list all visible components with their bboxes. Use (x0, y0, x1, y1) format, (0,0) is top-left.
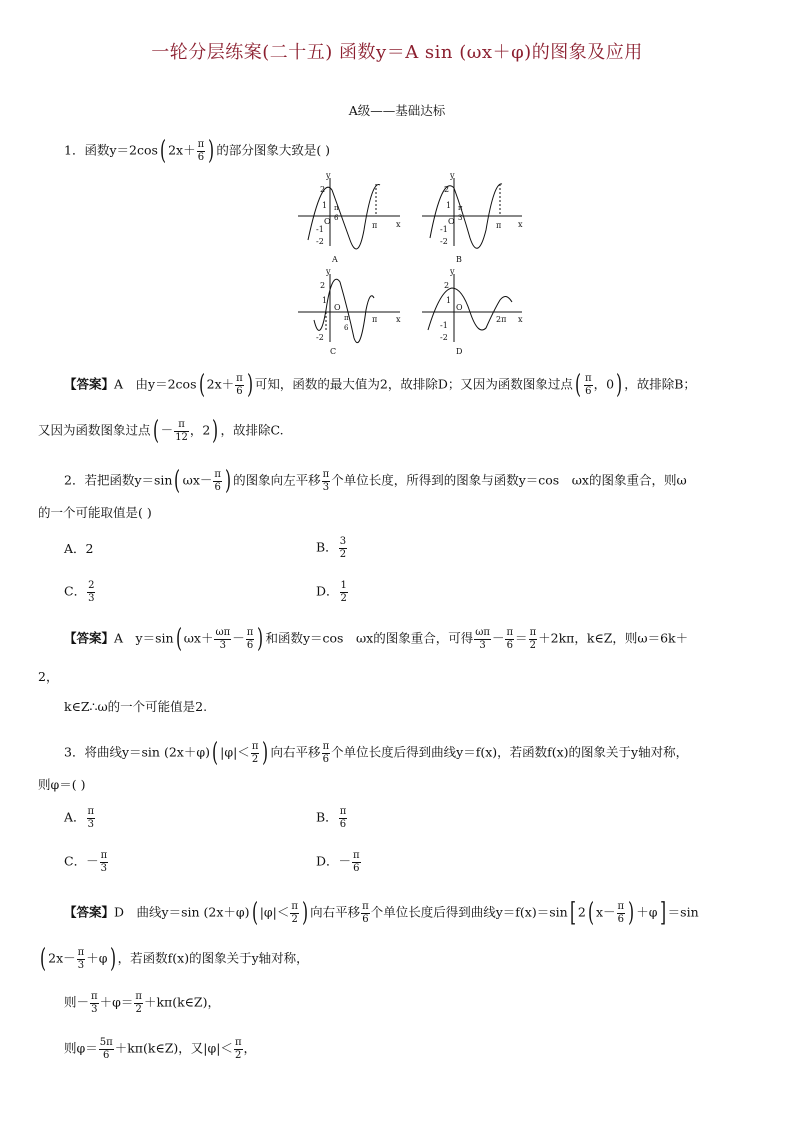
paren-right: ) (212, 416, 219, 446)
q3-stem-text: 向右平移 (270, 744, 321, 760)
tick-label: π (372, 315, 378, 324)
numerator: π (100, 850, 108, 861)
denominator: 3 (91, 1003, 98, 1015)
answer-text: 2x＋ (206, 376, 235, 392)
answer-text: 又因为函数图象过点 (38, 422, 151, 438)
graph-c (298, 267, 401, 356)
paren-left: ( (152, 416, 159, 446)
denominator: 6 (617, 913, 624, 925)
numerator: π (585, 373, 592, 384)
tick-label: 1 (322, 296, 328, 305)
answer-text: |φ|＜ (259, 904, 290, 920)
numerator: π (353, 850, 360, 861)
numerator: π (529, 627, 537, 638)
denominator: 3 (479, 639, 486, 651)
tick-label: -2 (316, 333, 324, 342)
answer-text: ＋φ (636, 904, 658, 920)
numerator: π (91, 991, 98, 1002)
page-title: 一轮分层练案(二十五) 函数y＝A sin (ωx＋φ)的图象及应用 (151, 42, 643, 63)
q2-answer-line3: k∈Z∴ω的一个可能值是2. (64, 699, 208, 714)
denominator: 6 (197, 151, 205, 163)
answer-text: 2x－ (48, 950, 76, 966)
paren-right: ) (225, 466, 232, 496)
tick-label: 2 (320, 185, 326, 194)
denominator: 6 (103, 1049, 110, 1061)
option-label: D．－ (316, 853, 352, 869)
fraction (322, 741, 331, 765)
q3-answer-line3 (64, 991, 220, 1015)
tick-label: π (334, 204, 339, 212)
tick-label: 1 (446, 296, 452, 305)
tick-label: 1 (322, 201, 328, 210)
origin-label: O (456, 303, 463, 312)
denominator: 6 (585, 385, 592, 397)
q1-answer (64, 372, 696, 398)
axis-label-y: y (326, 267, 331, 276)
numerator: 2 (88, 580, 95, 591)
origin-label: O (334, 303, 341, 312)
paren-left: ( (587, 898, 594, 928)
answer-text: 则－ (64, 994, 90, 1010)
numerator: π (322, 741, 330, 752)
q3-answer (64, 900, 699, 926)
tick-label: -2 (440, 333, 448, 342)
tick-label: 3 (458, 214, 463, 222)
numerator: π (77, 947, 85, 958)
q1-stem (64, 138, 330, 164)
answer-text: 和函数y＝cos ωx的图象重合，可得 (265, 630, 474, 646)
fraction (99, 1037, 114, 1061)
origin-label: O (448, 217, 455, 226)
paren-right: ) (208, 136, 215, 166)
tick-label: π (344, 314, 349, 322)
q2-answer: 【答案】A y＝sin( ωx＋ $\frac{\omega\pi}{3}$ － $\frac{\pi}{6}$ ) 和函数y＝cos ωx的图象重合，可得 $\frac{\omega\pi}{3}$ － $\frac{\pi}{6}$ ＝ $\frac{\pi}{2}$ ＋2kπ，k∈Z，则ω＝6k＋ (64, 624, 689, 654)
denominator: 3 (87, 818, 94, 830)
numerator: 5π (99, 1037, 113, 1048)
denominator: 6 (339, 818, 347, 830)
paren-right: ) (109, 944, 116, 974)
graph-b (422, 171, 523, 264)
q3-option-c[interactable] (64, 850, 109, 874)
answer-text: ，2 (189, 422, 211, 438)
paren-right: ) (262, 738, 269, 768)
axis-label-x: x (518, 220, 523, 229)
graph-label: B (456, 255, 462, 264)
numerator: π (214, 469, 221, 480)
paren-left: ( (574, 370, 582, 400)
graph-label: C (330, 347, 337, 356)
q3-option-a[interactable] (64, 806, 96, 830)
denominator: 3 (219, 639, 227, 651)
fraction (213, 469, 222, 493)
fraction (290, 901, 299, 925)
answer-text: 向右平移 (310, 904, 361, 920)
answer-text: 个单位长度后得到曲线y＝f(x)＝sin (370, 904, 568, 920)
fraction (214, 627, 231, 651)
denominator: 2 (529, 639, 537, 651)
option-label: B． (316, 809, 338, 825)
denominator: 6 (362, 913, 369, 925)
option-label: B． (316, 539, 338, 555)
fraction (340, 580, 348, 604)
option-label: D． (316, 583, 339, 599)
fraction (251, 741, 260, 765)
axis-label-y: y (450, 267, 455, 276)
denominator: 12 (175, 431, 188, 443)
denominator: 3 (88, 592, 95, 604)
paren-left: ( (175, 624, 182, 654)
tick-label: π (372, 221, 378, 230)
q1-stem-tail: 的部分图象大致是( ) (216, 142, 331, 158)
denominator: 2 (251, 753, 259, 765)
q1-answer-line2 (38, 418, 284, 444)
numerator: 3 (339, 536, 347, 547)
fraction (617, 901, 626, 925)
fraction (339, 806, 348, 830)
graph-a (298, 171, 401, 264)
q3-option-b[interactable] (316, 806, 348, 830)
answer-text: ，0 (593, 376, 615, 392)
numerator: π (362, 901, 369, 912)
paren-left: ( (198, 370, 205, 400)
q3-stem-line2: 则φ＝( ) (38, 777, 86, 792)
denominator: 6 (353, 862, 360, 874)
answer-text: x－ (595, 904, 616, 920)
answer-label: 【答案】 (64, 904, 115, 920)
axis-label-y: y (326, 171, 331, 180)
answer-text: ＋kπ(k∈Z)， (143, 994, 220, 1010)
q2-option-a[interactable]: A．2 (64, 541, 94, 556)
q2-stem-text: 2．若把函数y＝sin (64, 472, 173, 488)
fraction (87, 806, 96, 830)
fraction (234, 1037, 243, 1061)
q2-option-b[interactable] (316, 536, 348, 560)
tick-label: 6 (344, 324, 349, 332)
tick-label: 2 (444, 281, 450, 290)
option-label: A． (64, 809, 86, 825)
fraction (339, 536, 347, 560)
q1-graphs (290, 170, 530, 360)
origin-label: O (324, 217, 331, 226)
numerator: ωπ (475, 627, 490, 638)
tick-label: π (458, 204, 463, 212)
denominator: 6 (236, 385, 243, 397)
denominator: 6 (214, 481, 221, 493)
tick-label: 2 (320, 281, 326, 290)
tick-label: -1 (316, 225, 324, 234)
denominator: 6 (506, 639, 513, 651)
answer-text: 可知，函数的最大值为2，故排除D；又因为函数图象过点 (254, 376, 573, 392)
paren-left: ( (174, 466, 181, 496)
answer-text: ，若函数f(x)的图象关于y轴对称， (117, 950, 309, 966)
numerator: π (87, 806, 95, 817)
fraction (505, 627, 514, 651)
numerator: π (617, 901, 625, 912)
q3-option-d[interactable] (316, 850, 362, 874)
numerator: π (291, 901, 298, 912)
answer-text: ，故排除C. (220, 422, 284, 438)
option-label: C． (64, 583, 87, 599)
tick-label: -1 (440, 225, 448, 234)
paren-right: ) (257, 624, 264, 654)
fraction (90, 991, 99, 1015)
q3-stem-text: 个单位长度后得到曲线y＝f(x)，若函数f(x)的图象关于y轴对称， (331, 744, 689, 760)
fraction (174, 419, 189, 443)
paren-left: ( (251, 898, 258, 928)
denominator: 6 (322, 753, 330, 765)
axis-label-x: x (396, 220, 401, 229)
answer-text: ＋φ (86, 950, 108, 966)
fraction (100, 850, 109, 874)
tick-label: -2 (440, 237, 448, 246)
tick-label: 2 (444, 185, 450, 194)
numerator: π (135, 991, 142, 1002)
answer-text: ，故排除B； (624, 376, 696, 392)
numerator: π (234, 1037, 242, 1048)
numerator: 1 (340, 580, 347, 591)
numerator: ωπ (215, 627, 231, 638)
answer-label: 【答案】 (64, 630, 115, 646)
denominator: 2 (135, 1003, 142, 1015)
paren-left: ( (212, 738, 219, 768)
numerator: π (246, 627, 254, 638)
answer-text: ， (243, 1040, 257, 1056)
graph-label: A (332, 255, 338, 264)
tick-label: -1 (440, 321, 448, 330)
q3-answer-line4 (64, 1037, 256, 1061)
axis-label-x: x (396, 315, 401, 324)
tick-label: -2 (316, 237, 324, 246)
section-heading: A级——基础达标 (348, 103, 446, 118)
answer-text: 则φ＝ (64, 1040, 98, 1056)
paren-right: ) (302, 898, 309, 928)
numerator: π (236, 373, 243, 384)
answer-text: ＋2kπ，k∈Z，则ω＝6k＋ (538, 630, 689, 646)
fraction (197, 139, 206, 163)
paren-right: ) (628, 898, 635, 928)
q2-stem-text: 个单位长度，所得到的图象与函数y＝cos ωx的图象重合，则ω (331, 472, 687, 488)
q2-option-c[interactable] (64, 580, 96, 604)
q1-stem-arg: 2x＋ (168, 142, 196, 158)
denominator: 2 (235, 1049, 242, 1061)
q2-stem-line2: 的一个可能取值是( ) (38, 505, 152, 520)
bracket-right: ] (659, 898, 666, 928)
fraction (361, 901, 370, 925)
answer-text: ωx＋ (183, 630, 214, 646)
tick-label: π (496, 221, 502, 230)
numerator: π (506, 627, 514, 638)
denominator: 3 (77, 959, 85, 971)
fraction (235, 373, 244, 397)
numerator: π (197, 139, 205, 150)
q3-stem-text: |φ|＜ (220, 744, 250, 760)
denominator: 3 (322, 481, 330, 493)
answer-text: D 曲线y＝sin (2x＋φ) (114, 904, 250, 920)
numerator: π (251, 741, 259, 752)
q2-stem (64, 468, 687, 494)
denominator: 2 (340, 592, 347, 604)
numerator: π (174, 419, 189, 432)
paren-left: ( (40, 944, 47, 974)
graph-d (422, 267, 523, 356)
paren-left: ( (159, 136, 167, 166)
q3-stem-text: 3．将曲线y＝sin (2x＋φ) (64, 744, 210, 760)
fraction (246, 627, 255, 651)
answer-text: 2 (577, 904, 586, 920)
graph-label: D (456, 347, 463, 356)
paren-right: ) (246, 370, 253, 400)
denominator: 3 (100, 862, 108, 874)
tick-label: 6 (334, 214, 339, 222)
fraction (474, 627, 491, 651)
q2-stem-text: 的图象向左平移 (233, 472, 321, 488)
numerator: π (322, 469, 330, 480)
answer-text: A y＝sin (114, 630, 174, 646)
q3-stem (64, 740, 688, 766)
axis-label-y: y (450, 171, 455, 180)
tick-label: 2π (496, 315, 507, 324)
answer-text: － (160, 422, 174, 438)
fraction (134, 991, 143, 1015)
bracket-left: [ (569, 898, 576, 928)
denominator: 6 (246, 639, 254, 651)
denominator: 2 (339, 548, 347, 560)
fraction (352, 850, 361, 874)
fraction (77, 947, 86, 971)
numerator: π (339, 806, 347, 817)
q2-option-d[interactable] (316, 580, 349, 604)
fraction (87, 580, 95, 604)
q2-stem-text: ωx－ (182, 472, 213, 488)
fraction (322, 469, 331, 493)
paren-right: ) (616, 370, 623, 400)
answer-text: ＋φ＝ (99, 994, 134, 1010)
fraction (529, 627, 538, 651)
answer-label: 【答案】 (64, 376, 115, 392)
option-label: C．－ (64, 853, 99, 869)
fraction (584, 373, 593, 397)
denominator: 2 (291, 913, 298, 925)
axis-label-x: x (518, 315, 523, 324)
q3-answer-line2 (38, 946, 309, 972)
answer-text: ＝sin (667, 904, 699, 920)
q2-answer-line2: 2， (38, 669, 59, 684)
tick-label: 1 (446, 201, 452, 210)
answer-text: A 由y＝2cos (114, 376, 197, 392)
q1-stem-text: 1．函数y＝2cos (64, 142, 158, 158)
answer-text: ＋kπ(k∈Z)，又|φ|＜ (114, 1040, 233, 1056)
